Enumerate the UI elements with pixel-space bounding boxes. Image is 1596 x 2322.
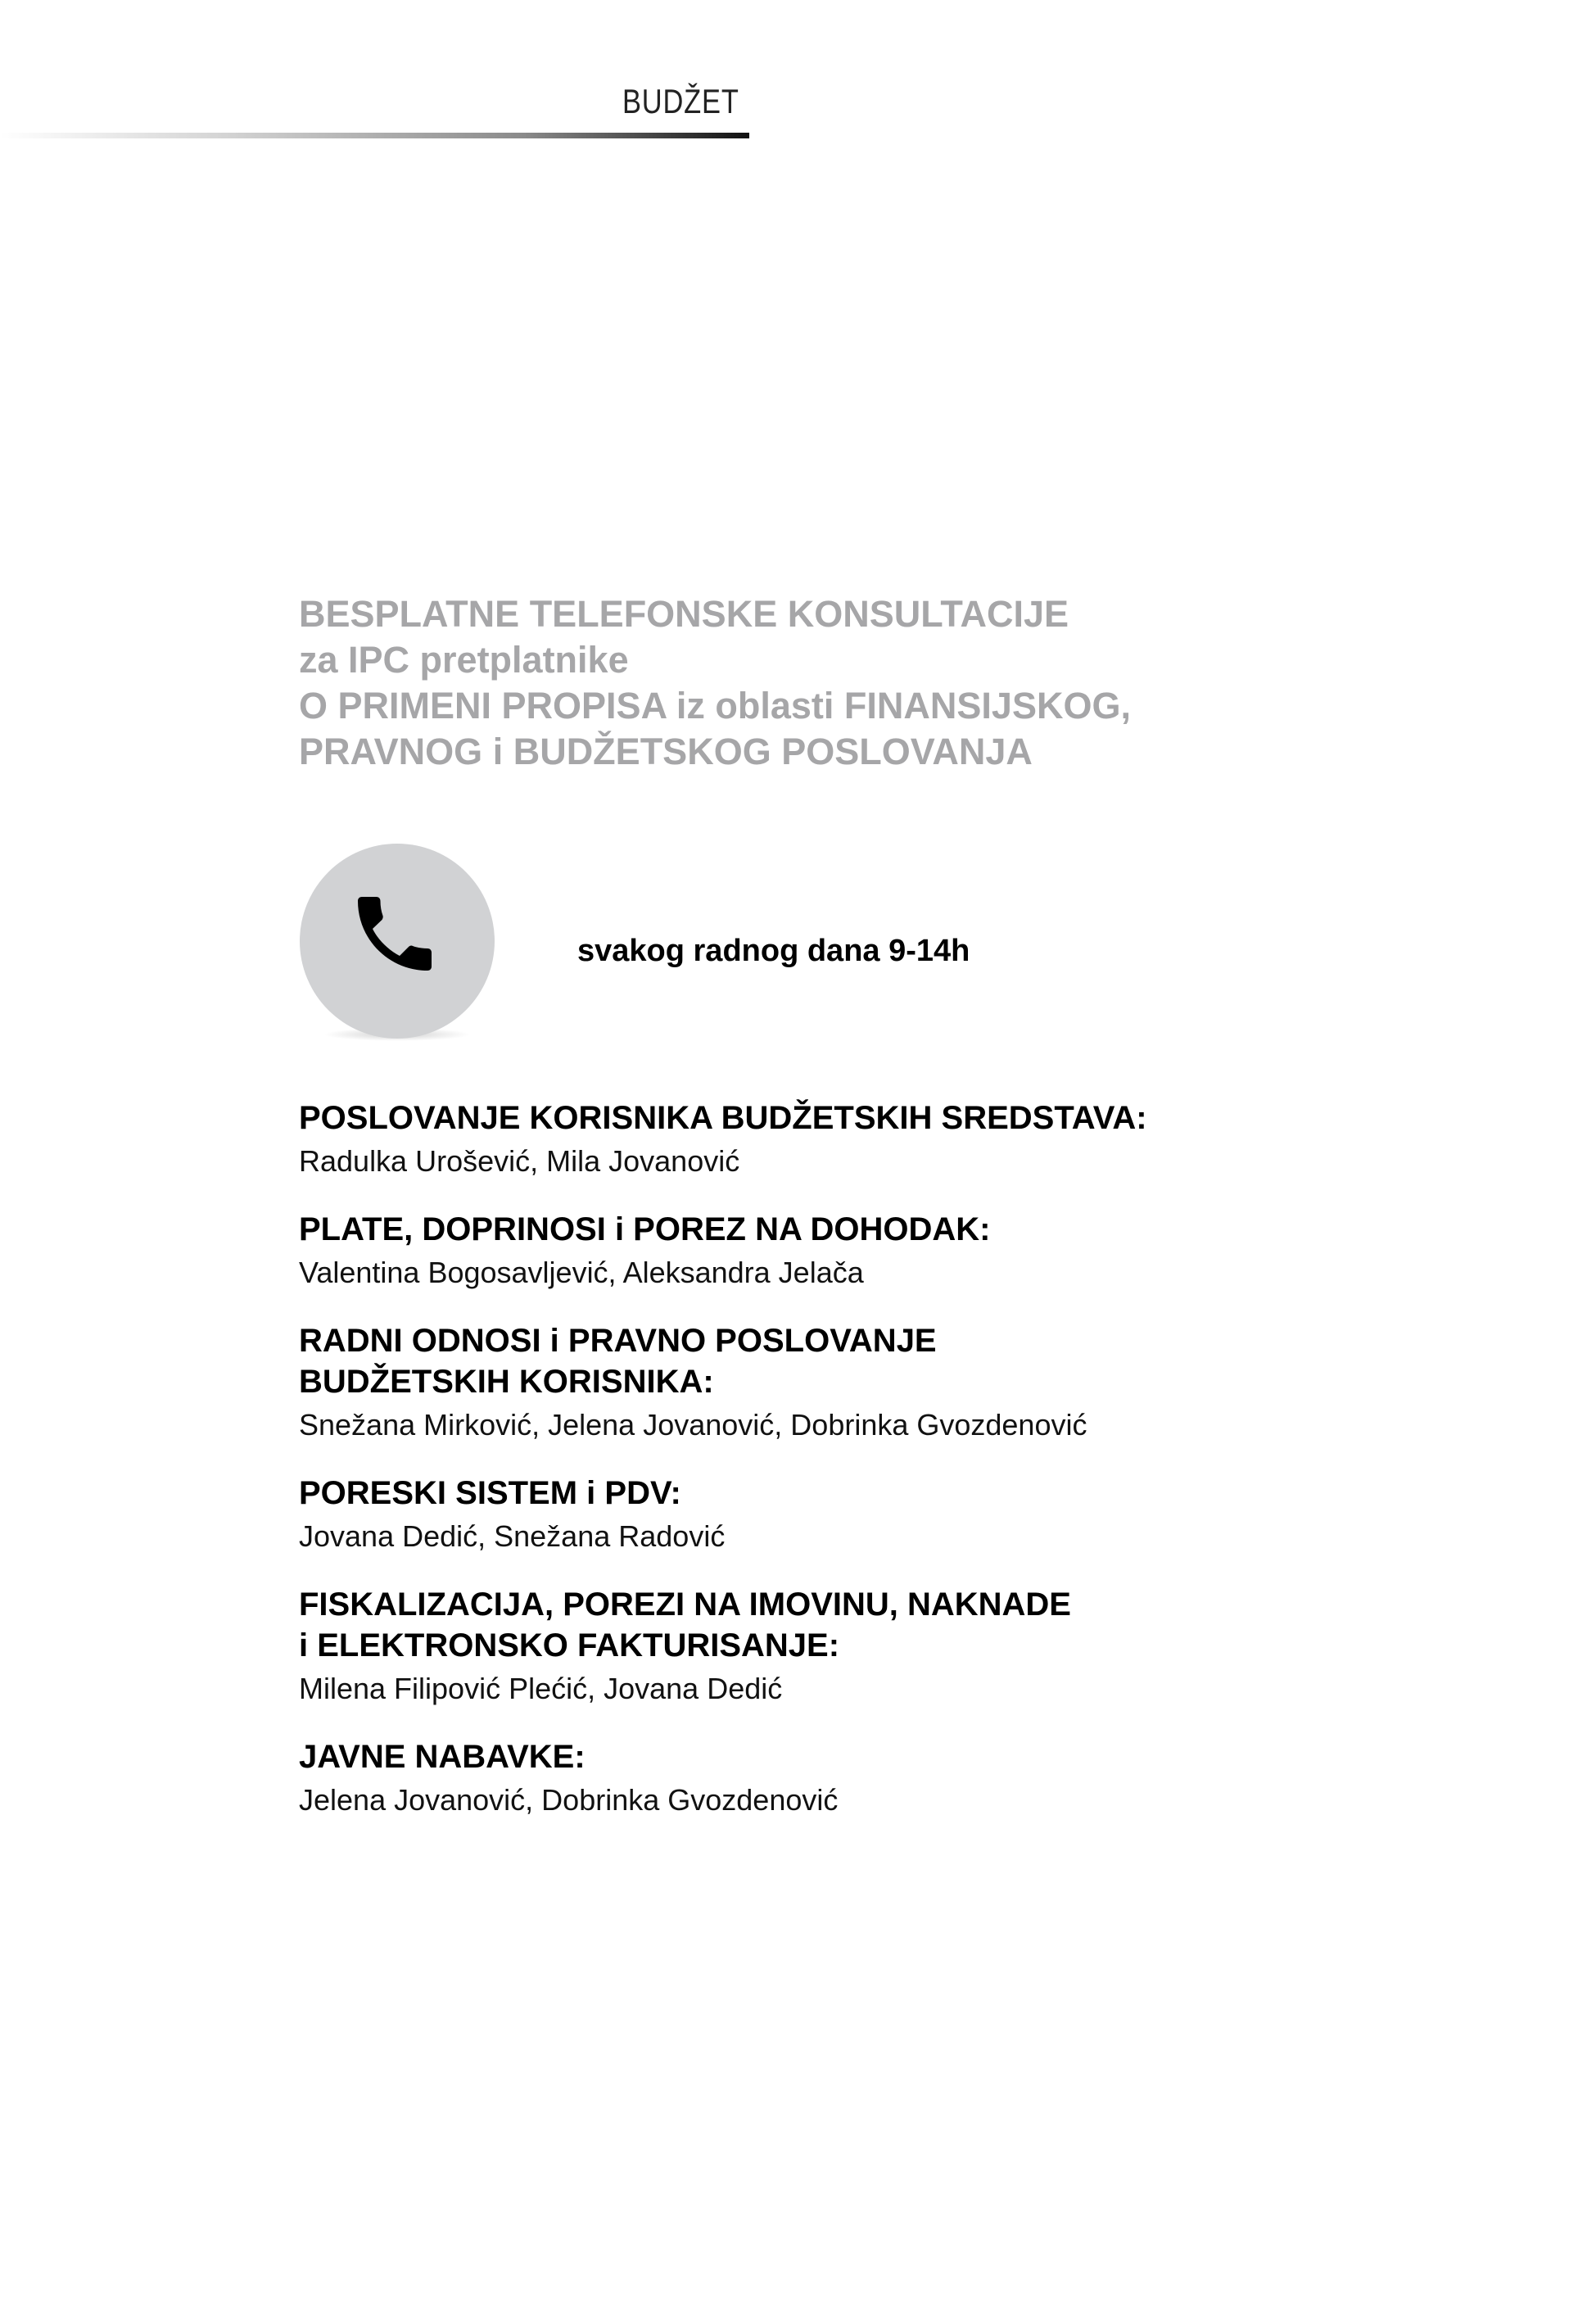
section-consultants: Radulka Urošević, Mila Jovanović <box>299 1144 740 1178</box>
section-heading: PLATE, DOPRINOSI i POREZ NA DOHODAK: <box>299 1211 991 1247</box>
title-line: BESPLATNE TELEFONSKE KONSULTACIJE <box>299 593 1069 635</box>
section-consultants: Snežana Mirković, Jelena Jovanović, Dobrinka Gvozdenović <box>299 1408 1087 1442</box>
consultation-sections <box>299 1098 1363 1848</box>
section-heading: JAVNE NABAVKE: <box>299 1739 586 1775</box>
section-consultants: Jelena Jovanović, Dobrinka Gvozdenović <box>299 1783 839 1817</box>
section-fiscalization <box>299 1584 1363 1709</box>
section-heading: POSLOVANJE KORISNIKA BUDŽETSKIH SREDSTAVA: <box>299 1100 1147 1136</box>
phone-icon <box>346 885 444 983</box>
page-title <box>299 591 1363 775</box>
title-line: PRAVNOG i BUDŽETSKOG POSLOVANJA <box>299 731 1033 772</box>
section-heading: BUDŽETSKIH KORISNIKA: <box>299 1364 714 1400</box>
title-line: za IPC pretplatnike <box>299 639 629 681</box>
section-consultants: Jovana Dedić, Snežana Radović <box>299 1519 726 1553</box>
section-heading: FISKALIZACIJA, POREZI NA IMOVINU, NAKNADE <box>299 1586 1071 1623</box>
section-tax-system <box>299 1473 1363 1556</box>
section-header-label: BUDŽET <box>622 82 739 120</box>
section-heading: i ELEKTRONSKO FAKTURISANJE: <box>299 1627 840 1663</box>
section-heading: PORESKI SISTEM i PDV: <box>299 1475 681 1511</box>
section-budget-users <box>299 1098 1363 1181</box>
title-line: O PRIMENI PROPISA iz oblasti FINANSIJSKOG, <box>299 685 1131 726</box>
section-consultants: Milena Filipović Plećić, Jovana Dedić <box>299 1672 783 1705</box>
section-salaries <box>299 1209 1363 1292</box>
section-consultants: Valentina Bogosavljević, Aleksandra Jelača <box>299 1256 864 1289</box>
section-labor-relations <box>299 1320 1363 1445</box>
section-public-procurement <box>299 1736 1363 1820</box>
consultation-hours: svakog radnog dana 9-14h <box>577 934 970 968</box>
header-divider <box>0 133 749 138</box>
section-heading: RADNI ODNOSI i PRAVNO POSLOVANJE <box>299 1323 937 1359</box>
